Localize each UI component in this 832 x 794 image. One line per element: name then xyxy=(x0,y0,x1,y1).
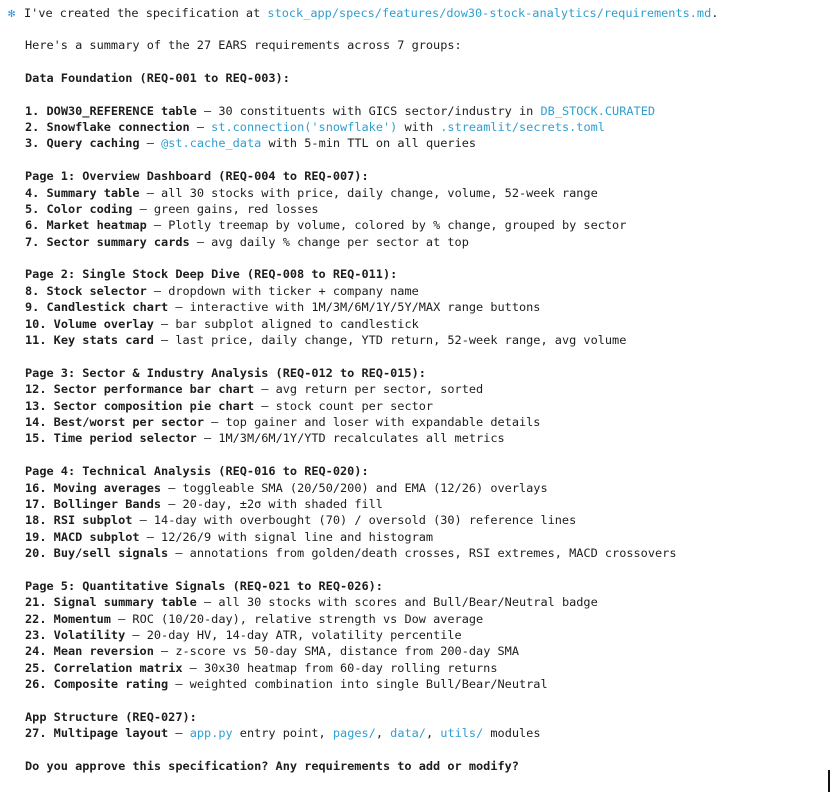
requirement-item xyxy=(25,283,832,299)
spacer xyxy=(25,562,832,578)
requirement-item xyxy=(25,414,832,430)
requirement-title: Sector composition pie chart xyxy=(53,398,255,413)
requirement-description: — Plotly treemap by volume, colored by % change, grouped by sector xyxy=(146,218,627,233)
requirement-item xyxy=(25,660,832,676)
requirement-item xyxy=(25,496,832,512)
spacer xyxy=(25,693,832,709)
requirement-description: — 1M/3M/6M/1Y/YTD recalculates all metrics xyxy=(196,431,505,446)
requirement-group xyxy=(25,266,832,364)
requirement-title: Market heatmap xyxy=(46,218,147,233)
requirement-description: , xyxy=(425,726,441,741)
requirement-number: 27. xyxy=(25,726,47,741)
code-reference: DB_STOCK.CURATED xyxy=(540,103,656,118)
requirement-title: Query caching xyxy=(46,136,140,151)
requirement-title: Candlestick chart xyxy=(46,300,169,315)
requirement-description: — toggleable SMA (20/50/200) and EMA (12/26) overlays xyxy=(161,480,548,495)
requirement-item xyxy=(25,381,832,397)
requirement-number: 18. xyxy=(25,513,47,528)
requirement-item xyxy=(25,119,832,135)
spacer xyxy=(25,152,832,168)
intro-suffix: . xyxy=(711,6,719,20)
requirement-item xyxy=(25,135,832,151)
requirement-title: Signal summary table xyxy=(53,595,197,610)
spacer xyxy=(25,53,832,69)
requirement-title: Color coding xyxy=(46,201,133,216)
requirement-number: 14. xyxy=(25,414,47,429)
group-heading: Page 1: Overview Dashboard (REQ-004 to REQ-007): xyxy=(25,169,369,184)
requirement-number: 21. xyxy=(25,595,47,610)
requirement-title: Snowflake connection xyxy=(46,119,190,134)
requirement-description: entry point, xyxy=(232,726,333,741)
requirement-title: Moving averages xyxy=(53,480,162,495)
requirement-description: — 20-day, ±2σ with shaded fill xyxy=(161,496,383,511)
requirement-description: — dropdown with ticker + company name xyxy=(146,283,419,298)
requirement-title: Composite rating xyxy=(53,677,169,692)
requirement-description: — top gainer and loser with expandable details xyxy=(204,414,541,429)
requirement-title: Correlation matrix xyxy=(53,660,183,675)
requirement-description: — ROC (10/20-day), relative strength vs Dow average xyxy=(110,611,484,626)
requirement-item xyxy=(25,594,832,610)
spacer xyxy=(25,447,832,463)
requirement-title: RSI subplot xyxy=(53,513,133,528)
code-reference: @st.cache_data xyxy=(161,136,262,151)
requirement-description: modules xyxy=(483,726,541,741)
code-reference: utils/ xyxy=(440,726,484,741)
requirement-description: — xyxy=(189,119,212,134)
requirement-description: — 30x30 heatmap from 60-day rolling returns xyxy=(182,660,498,675)
requirement-number: 22. xyxy=(25,611,47,626)
requirement-group xyxy=(25,463,832,578)
requirement-title: Multipage layout xyxy=(53,726,169,741)
requirement-number: 8. xyxy=(25,283,40,298)
spacer xyxy=(25,348,832,364)
requirement-group xyxy=(25,168,832,266)
requirement-number: 3. xyxy=(25,136,40,151)
requirement-number: 26. xyxy=(25,677,47,692)
requirement-description: — stock count per sector xyxy=(254,398,434,413)
closing-question: Do you approve this specification? Any requirements to add or modify? xyxy=(25,759,519,774)
bullet-star-icon: ✻ xyxy=(8,6,16,20)
requirement-item xyxy=(25,185,832,201)
requirement-description: — annotations from golden/death crosses, RSI extremes, MACD crossovers xyxy=(168,546,677,561)
requirement-number: 10. xyxy=(25,316,47,331)
requirement-number: 13. xyxy=(25,398,47,413)
requirement-title: Sector performance bar chart xyxy=(53,382,255,397)
spacer xyxy=(25,250,832,266)
requirement-item xyxy=(25,676,832,692)
message-body xyxy=(25,37,832,775)
requirement-title: Key stats card xyxy=(53,333,154,348)
group-heading: Page 4: Technical Analysis (REQ-016 to REQ-020): xyxy=(25,464,369,479)
requirement-description: with xyxy=(397,119,441,134)
requirement-description: — avg return per sector, sorted xyxy=(254,382,484,397)
requirement-description: — last price, daily change, YTD return, 52-week range, avg volume xyxy=(153,333,627,348)
requirement-item xyxy=(25,201,832,217)
requirement-title: Buy/sell signals xyxy=(53,546,169,561)
requirement-description: — interactive with 1M/3M/6M/1Y/5Y/MAX range buttons xyxy=(168,300,541,315)
requirement-title: Stock selector xyxy=(46,283,147,298)
requirement-description: — weighted combination into single Bull/Bear/Neutral xyxy=(168,677,548,692)
requirement-number: 6. xyxy=(25,218,40,233)
requirement-item xyxy=(25,512,832,528)
requirement-description: , xyxy=(375,726,391,741)
summary-line: Here's a summary of the 27 EARS requirements across 7 groups: xyxy=(25,38,462,52)
code-reference: pages/ xyxy=(332,726,376,741)
requirement-description: — 30 constituents with GICS sector/industry in xyxy=(196,103,541,118)
requirement-item xyxy=(25,103,832,119)
group-heading: Page 5: Quantitative Signals (REQ-021 to REQ-026): xyxy=(25,578,383,593)
requirement-item xyxy=(25,643,832,659)
requirement-group xyxy=(25,578,832,709)
requirement-number: 17. xyxy=(25,496,47,511)
spec-file-path[interactable]: stock_app/specs/features/dow30-stock-analytics/requirements.md xyxy=(267,6,712,20)
requirement-description: — 14-day with overbought (70) / oversold (30) reference lines xyxy=(132,513,577,528)
requirement-number: 9. xyxy=(25,300,40,315)
requirement-title: Best/worst per sector xyxy=(53,414,204,429)
requirement-item xyxy=(25,480,832,496)
group-heading: Page 2: Single Stock Deep Dive (REQ-008 to REQ-011): xyxy=(25,267,398,282)
requirement-description: with 5-min TTL on all queries xyxy=(261,136,477,151)
requirement-title: Bollinger Bands xyxy=(53,496,162,511)
requirement-description: — 20-day HV, 14-day ATR, volatility percentile xyxy=(125,628,462,643)
requirement-group xyxy=(25,365,832,463)
requirement-title: Volatility xyxy=(53,628,126,643)
requirement-title: Time period selector xyxy=(53,431,197,446)
requirement-item xyxy=(25,725,832,741)
requirement-item xyxy=(25,398,832,414)
requirement-title: Mean reversion xyxy=(53,644,154,659)
requirement-description: — xyxy=(168,726,190,741)
requirement-item xyxy=(25,332,832,348)
requirement-number: 5. xyxy=(25,201,40,216)
requirement-item xyxy=(25,545,832,561)
requirement-item xyxy=(25,234,832,250)
requirement-title: MACD subplot xyxy=(53,529,140,544)
spacer xyxy=(25,742,832,758)
requirement-item xyxy=(25,529,832,545)
requirement-number: 19. xyxy=(25,529,47,544)
intro-line xyxy=(8,4,718,22)
requirement-number: 7. xyxy=(25,234,40,249)
group-heading: Page 3: Sector & Industry Analysis (REQ-012 to REQ-015): xyxy=(25,365,426,380)
requirement-item xyxy=(25,430,832,446)
requirement-number: 23. xyxy=(25,628,47,643)
requirement-description: — all 30 stocks with scores and Bull/Bear/Neutral badge xyxy=(196,595,598,610)
requirement-description: — green gains, red losses xyxy=(132,201,319,216)
requirement-title: Sector summary cards xyxy=(46,234,190,249)
requirement-number: 25. xyxy=(25,660,47,675)
requirement-number: 2. xyxy=(25,119,40,134)
requirement-number: 24. xyxy=(25,644,47,659)
code-reference: st.connection('snowflake') xyxy=(211,119,398,134)
requirement-title: DOW30_REFERENCE table xyxy=(46,103,197,118)
requirement-item xyxy=(25,217,832,233)
requirement-number: 1. xyxy=(25,103,40,118)
requirement-title: Volume overlay xyxy=(53,316,154,331)
requirement-title: Summary table xyxy=(46,185,140,200)
requirement-item xyxy=(25,299,832,315)
intro-prefix: I've created the specification at xyxy=(24,6,268,20)
spacer xyxy=(25,86,832,102)
group-heading: Data Foundation (REQ-001 to REQ-003): xyxy=(25,70,290,85)
code-reference: .streamlit/secrets.toml xyxy=(440,119,605,134)
requirement-item xyxy=(25,627,832,643)
requirement-description: — avg daily % change per sector at top xyxy=(189,234,469,249)
requirement-item xyxy=(25,316,832,332)
requirement-number: 11. xyxy=(25,333,47,348)
code-reference: app.py xyxy=(189,726,233,741)
requirement-group xyxy=(25,70,832,168)
requirement-number: 20. xyxy=(25,546,47,561)
requirement-number: 12. xyxy=(25,382,47,397)
requirement-groups xyxy=(25,70,832,758)
requirement-description: — xyxy=(139,136,162,151)
requirement-item xyxy=(25,611,832,627)
requirement-description: — 12/26/9 with signal line and histogram xyxy=(139,529,434,544)
requirement-number: 4. xyxy=(25,185,40,200)
requirement-number: 16. xyxy=(25,480,47,495)
code-reference: data/ xyxy=(390,726,426,741)
group-heading: App Structure (REQ-027): xyxy=(25,710,197,725)
requirement-description: — all 30 stocks with price, daily change, volume, 52-week range xyxy=(139,185,598,200)
requirement-description: — z-score vs 50-day SMA, distance from 200-day SMA xyxy=(153,644,519,659)
requirement-description: — bar subplot aligned to candlestick xyxy=(153,316,419,331)
requirement-group xyxy=(25,709,832,758)
requirement-title: Momentum xyxy=(53,611,111,626)
text-cursor xyxy=(828,770,830,792)
requirement-number: 15. xyxy=(25,431,47,446)
